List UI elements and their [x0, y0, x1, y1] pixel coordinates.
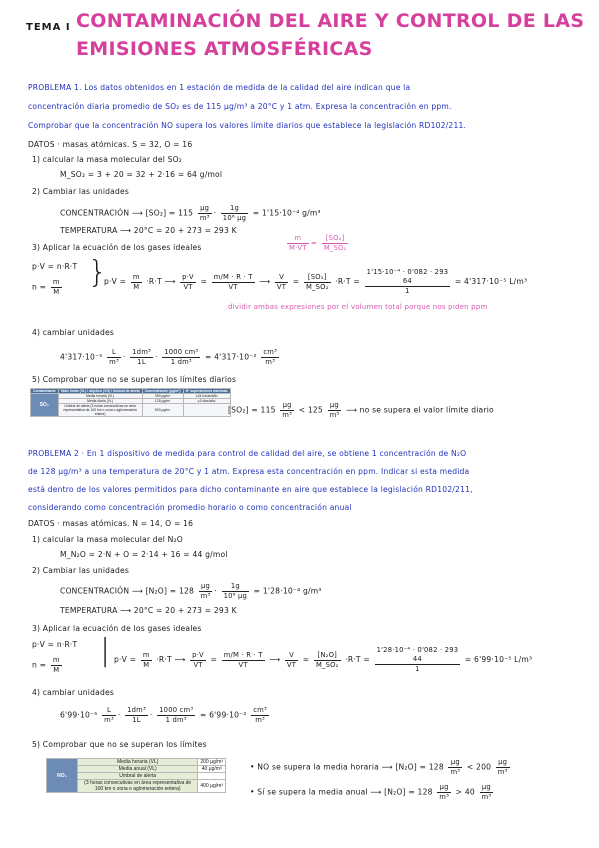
arrow: ⟶: [269, 655, 281, 664]
eq2: =: [292, 277, 300, 286]
num: µg: [198, 204, 212, 214]
u-f3: [162, 348, 200, 367]
n-eq: n =: [32, 282, 47, 292]
num: µg: [199, 582, 213, 592]
p2-step4: 4) cambiar unidades: [32, 688, 115, 697]
num: m: [142, 650, 150, 659]
p2-step1: 1) calcular la masa molecular del N₂O: [32, 535, 183, 544]
p1-brace: }: [88, 255, 108, 290]
eq2: =: [302, 655, 310, 664]
p2-conc-result: = 1'28·10⁻⁴ g/m³: [253, 586, 322, 596]
num: 1g: [221, 204, 248, 214]
p2-statement-line1: PROBLEMA 2 · En 1 dispositivo de medida para control de calidad del aire, se obtiene 1 concentración de N₂O: [28, 449, 467, 458]
p2-temperature: TEMPERATURA ⟶ 20°C = 20 + 273 = 293 K: [60, 606, 237, 615]
big-frac: [365, 268, 451, 296]
b2-frac2: [480, 783, 494, 802]
table-cell: 350 µg/m³: [142, 394, 183, 399]
den: m³: [282, 411, 293, 419]
table-cell: 500 µg/m³: [142, 404, 183, 417]
p1-step4: 4) cambiar unidades: [32, 328, 115, 337]
den: m³: [481, 793, 492, 801]
mM: [131, 273, 142, 292]
p2-conc-label: CONCENTRACIÓN ⟶ [N₂O] = 128: [60, 586, 195, 596]
num: L: [107, 348, 121, 358]
table-cell: 200 µg/m³: [198, 759, 226, 766]
den: 1 dm³: [170, 358, 192, 366]
num: µg: [496, 758, 510, 768]
check-frac: [280, 401, 294, 420]
v-vt: [275, 273, 288, 292]
den: M_SO₂: [305, 282, 329, 291]
p2-statement-line2: de 128 µg/m³ a una temperatura de 20°C y 1 atm. Expresa esta concentración en ppm. Indicar si esta medida: [28, 467, 470, 476]
num: V: [275, 273, 288, 283]
rt: ·R·T ⟶: [156, 655, 186, 664]
note-frac-b: [322, 234, 349, 253]
p1-conc-result: = 1'15·10⁻⁴ g/m³: [252, 208, 321, 218]
pollutant-cell: SO₂: [31, 394, 59, 417]
num: 1000 cm³: [159, 706, 194, 714]
den: M: [53, 666, 60, 674]
num: m: [287, 234, 309, 244]
num: 1dm³: [132, 348, 151, 356]
b1-frac2: [496, 758, 510, 777]
num: µg: [448, 758, 462, 768]
mM: [141, 651, 152, 670]
p2-step5: 5) Comprobar que no se superan los límites: [32, 740, 207, 749]
p1-gas-derivation: [104, 268, 527, 296]
check-frac2: [328, 401, 342, 420]
pv: p·V =: [114, 655, 137, 664]
u-value: 4'317·10⁻⁵: [60, 352, 103, 362]
den: VT: [193, 660, 203, 669]
u-f1: [102, 706, 116, 725]
num: cm³: [263, 348, 277, 356]
gas-result: = 6'99·10⁻⁵ L/m³: [464, 655, 533, 664]
big-num-mid: 44: [412, 655, 422, 663]
b1-frac: [448, 758, 462, 777]
p1-molar-mass: M_SO₂ = 3 + 20 = 32 + 2·16 = 64 g/mol: [60, 170, 223, 179]
den: m³: [104, 716, 114, 724]
den: m³: [200, 592, 211, 600]
table-header: Concentración (µg/m³): [142, 389, 183, 394]
den: m³: [199, 214, 210, 222]
p1-step5: 5) Comprobar que no se superan los límites diarios: [32, 375, 237, 384]
table-row: [31, 404, 231, 417]
note-frac-a: [287, 234, 309, 253]
eq: =: [200, 277, 208, 286]
den: VT: [228, 282, 238, 291]
den: 1L: [132, 716, 141, 724]
den: VT: [238, 660, 248, 669]
den: M: [143, 660, 150, 669]
b2-frac: [437, 783, 451, 802]
p2-unit-conversion: 6'99·10⁻⁵ $\frac{L}{\text{m³}}$ · $\frac{\text{1dm³}}{1L}$ · $\frac{\text{1000 cm³}}{\text{1 dm³}}$ = 6'99·10⁻² $\frac{\text{cm³}}{\text{m³}}$: [60, 706, 267, 724]
p1-concentration-row: CONCENTRACIÓN ⟶ [SO₂] = 115 $\frac{\text{µg}}{\text{m³}}$ · $\frac{1g}{\text{10⁶ µg}}$ = 1'15·10⁻⁴ g/m³: [60, 204, 321, 222]
gas-result: = 4'317·10⁻⁵ L/m³: [454, 277, 528, 286]
u-f1: [107, 348, 121, 367]
p2-gas-law: p·V = n·R·T: [32, 640, 78, 649]
table-header: Valor límite (VL) / objetivo (VO) / Umbral de alerta: [58, 389, 142, 394]
n2o-mso2: [314, 651, 341, 670]
u-result: = 4'317·10⁻²: [204, 352, 257, 362]
p2-datos: DATOS · masas atómicas. N = 14, O = 16: [28, 519, 194, 528]
den: M: [53, 288, 60, 296]
table-cell: Media diaria (VL): [58, 399, 142, 404]
num: µg: [280, 401, 294, 411]
den: M·VT: [289, 244, 307, 252]
p2-step2: 2) Cambiar las unidades: [32, 566, 130, 575]
p2-moles: [32, 656, 64, 675]
table-cell: Media horaria (VL): [58, 394, 142, 399]
p2-statement-line4: considerando como concentración promedio horario o como concentración anual: [28, 503, 352, 512]
big-num-top: 1'28·10⁻⁴ · 0'082 · 293: [376, 646, 459, 654]
p1-statement-line2: concentración diaria promedio de SO₂ es de 115 µg/m³ a 20°C y 1 atm. Expresa la concentración en ppm.: [28, 102, 452, 111]
den: m³: [439, 793, 450, 801]
b2-a: • Sí se supera la media anual ⟶ [N₂O] = 128: [250, 787, 433, 797]
u-result-frac: [261, 348, 279, 367]
num: p·V: [182, 272, 194, 281]
table-cell: [183, 404, 230, 417]
pollutant-cell: NO₂: [47, 759, 78, 793]
p2-molar-mass: M_N₂O = 2·N + O = 2·14 + 16 = 44 g/mol: [60, 550, 228, 559]
num: 1000 cm³: [164, 348, 199, 356]
num: m: [52, 278, 60, 286]
check-b: < 125: [298, 405, 323, 415]
num: m: [52, 656, 60, 664]
eq: =: [210, 655, 218, 664]
p2-brace: |: [100, 633, 111, 668]
pv-vt: [180, 273, 196, 292]
den: 10⁶ µg: [223, 592, 248, 600]
table-row: [47, 759, 226, 766]
p1-moles: [32, 278, 64, 297]
p2-conc-frac1: [199, 582, 213, 601]
p1-statement-line1: PROBLEMA 1. Los datos obtenidos en 1 estación de medida de la calidad del aire indican que la: [28, 83, 411, 92]
u-f2: [125, 706, 148, 725]
table-cell: Media horaria (VL): [78, 759, 198, 766]
den: m³: [329, 411, 340, 419]
p2-bullet-hourly: [250, 758, 512, 777]
p1-check: [228, 401, 494, 420]
u-value: 6'99·10⁻⁵: [60, 710, 98, 720]
p1-unit-conversion: 4'317·10⁻⁵ $\frac{L}{\text{m³}}$ · $\frac{\text{1dm³}}{1L}$ · $\frac{\text{1000 cm³}}{\text{1 dm³}}$ = 4'317·10⁻² $\frac{\text{cm³}}{\text{m³}}$: [60, 348, 277, 366]
p1-statement-line3: Comprobar que la concentración NO supera los valores límite diarios que establece la legislación RD102/211.: [28, 121, 467, 130]
so2-mso2: [304, 273, 331, 292]
num: m/M · R · T: [223, 650, 263, 659]
table-cell: 400 µg/m³: [198, 780, 226, 793]
den: m³: [450, 768, 461, 776]
pv-vt: [190, 651, 206, 670]
table-header-row: [31, 389, 231, 394]
p1-temperature: TEMPERATURA ⟶ 20°C = 20 + 273 = 293 K: [60, 226, 237, 235]
v-vt: [285, 651, 298, 670]
p1-gas-law: p·V = n·R·T: [32, 262, 78, 271]
den: m³: [497, 768, 508, 776]
check-c: ⟶ no se supera el valor límite diario: [345, 405, 494, 415]
den: M_SO₂: [315, 660, 339, 669]
table-cell: ≤3 días/año: [183, 399, 230, 404]
num: [SO₂]: [322, 234, 349, 244]
p2-limits-table: [46, 758, 226, 793]
p2-statement-line3: está dentro de los valores permitidos para dicho contaminante en aire que establece la legislación RD102/211,: [28, 485, 473, 494]
m-over-M: [51, 278, 62, 297]
p2-gas-derivation: [114, 646, 532, 674]
b1-a: • NO se supera la media horaria ⟶ [N₂O] = 128: [250, 762, 444, 772]
table-cell: 40 µg/m³: [198, 766, 226, 773]
m-over-M: [51, 656, 62, 675]
p1-pink-note: dividir ambas expresiones por el volumen total porque nos piden ppm: [228, 303, 488, 311]
num: L: [102, 706, 116, 716]
mmrt-vt: [212, 273, 255, 292]
big-num-mid: 64: [402, 277, 412, 285]
big-num: [375, 646, 461, 665]
num: [SO₂]: [304, 273, 331, 283]
p1-datos: DATOS · masas atómicas. S = 32, O = 16: [28, 140, 193, 149]
big-num: [365, 268, 451, 287]
num: µg: [480, 783, 494, 793]
rt: ·R·T ⟶: [146, 277, 176, 286]
table-cell: Media anual (VL): [78, 766, 198, 773]
u-f3: [157, 706, 195, 725]
b1-b: < 200: [466, 762, 492, 772]
u-f2: [130, 348, 153, 367]
table-cell: 125 µg/m³: [142, 399, 183, 404]
den: VT: [276, 282, 287, 291]
num: cm³: [253, 706, 267, 714]
p1-limits-table: [30, 388, 231, 417]
p1-step3: 3) Aplicar la ecuación de los gases ideales: [32, 243, 202, 252]
p2-concentration-row: CONCENTRACIÓN ⟶ [N₂O] = 128 $\frac{\text{µg}}{\text{m³}}$ · $\frac{1g}{\text{10⁶ µg}}$ = 1'28·10⁻⁴ g/m³: [60, 582, 322, 600]
num: m: [132, 272, 140, 281]
n-eq: n =: [32, 660, 47, 670]
big-num-top: 1'15·10⁻⁴ · 0'082 · 293: [366, 268, 449, 276]
p1-conc-label: CONCENTRACIÓN ⟶ [SO₂] = 115: [60, 208, 194, 218]
p1-step1: 1) calcular la masa molecular del SO₂: [32, 155, 183, 164]
p1-note-top: $\frac{m}{M\cdot VT}$ = $\frac{\text{[SO₂]}}{\text{M\_SO₂}}$: [289, 234, 347, 252]
den: m³: [255, 716, 265, 724]
num: 1g: [222, 582, 249, 592]
p2-conc-frac2: [222, 582, 249, 601]
mmrt-vt: [222, 651, 265, 670]
den: M: [133, 282, 140, 291]
table-cell: Umbral de alerta (3 horas consecutivas en área representativa de 100 km o zona o aglomeración entera): [58, 404, 142, 417]
num: µg: [328, 401, 342, 411]
num: p·V: [192, 650, 204, 659]
num: V: [285, 651, 298, 661]
p2-step3: 3) Aplicar la ecuación de los gases ideales: [32, 624, 202, 633]
table-cell: Umbral de alerta: [78, 773, 198, 780]
check-a: [SO₂] = 115: [228, 405, 276, 415]
tema-label: TEMA I: [26, 22, 71, 33]
num: [N₂O]: [314, 651, 341, 661]
num: m/M · R · T: [213, 272, 253, 281]
p1-step2: 2) Cambiar las unidades: [32, 187, 130, 196]
den: m³: [265, 358, 276, 366]
table-cell: ≤24 horas/año: [183, 394, 230, 399]
rt2: ·R·T =: [335, 277, 360, 286]
arrow: ⟶: [259, 277, 271, 286]
big-den: 1: [405, 287, 410, 295]
den: m³: [109, 358, 119, 366]
u-result-frac: [251, 706, 269, 725]
den: VT: [286, 660, 297, 669]
big-den: 1: [415, 665, 420, 673]
den: 1L: [137, 358, 146, 366]
num: 1dm³: [127, 706, 146, 714]
den: M_SO₂: [323, 244, 347, 252]
pv: p·V =: [104, 277, 127, 286]
num: µg: [437, 783, 451, 793]
den: 1 dm³: [165, 716, 187, 724]
p2-bullet-annual: [250, 783, 495, 802]
p1-conc-frac2: [221, 204, 248, 223]
table-cell: [198, 773, 226, 780]
page-title-line2: EMISIONES ATMOSFÉRICAS: [76, 38, 373, 60]
page-title-line1: CONTAMINACIÓN DEL AIRE Y CONTROL DE LAS: [76, 10, 585, 32]
table-header: Contaminante: [31, 389, 59, 394]
p1-conc-frac1: [198, 204, 212, 223]
u-result: = 6'99·10⁻²: [199, 710, 247, 720]
den: 10⁶ µg: [222, 214, 247, 222]
table-header: Nº superaciones máximas: [183, 389, 230, 394]
table-cell: (3 horas consecutivas en área representativa de 100 km o zona o aglomeración entera): [78, 780, 198, 793]
big-frac: [375, 646, 461, 674]
rt2: ·R·T =: [345, 655, 370, 664]
den: VT: [183, 282, 193, 291]
b2-b: > 40: [455, 787, 475, 797]
